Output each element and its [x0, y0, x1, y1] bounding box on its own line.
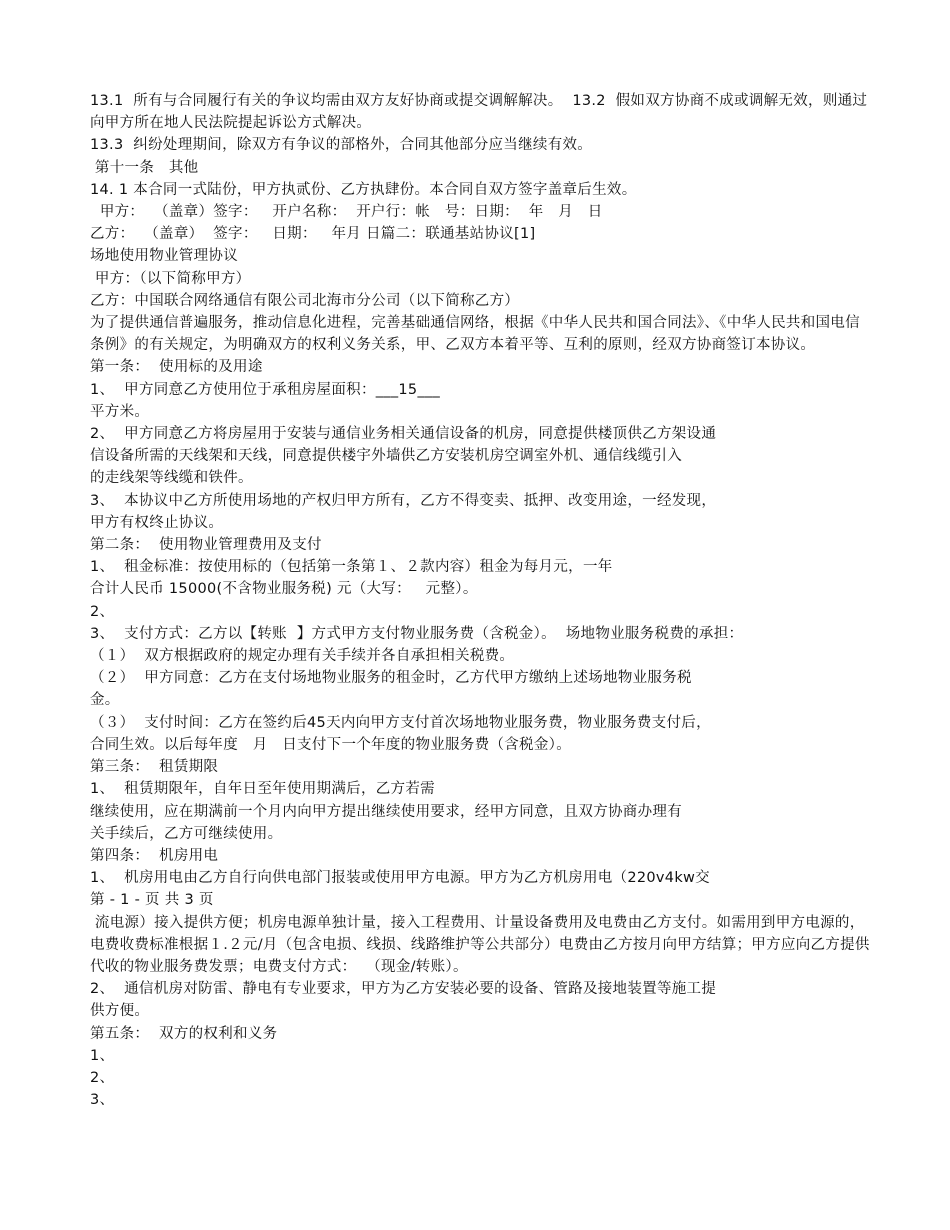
text-line: 1、 机房用电由乙方自行向供电部门报装或使用甲方电源。甲方为乙方机房用电（220v4kw交: [90, 870, 710, 887]
text-line: 13.3 纠纷处理期间，除双方有争议的部格外，合同其他部分应当继续有效。: [90, 137, 593, 154]
text-line: 信设备所需的天线架和天线，同意提供楼宇外墙供乙方安装机房空调室外机、通信线缆引入: [90, 448, 682, 465]
text-line: 的走线架等线缆和铁件。: [90, 470, 253, 487]
text-line: （１） 双方根据政府的规定办理有关手续并各自承担相关税费。: [90, 648, 515, 665]
text-line: 第四条： 机房用电: [90, 847, 219, 864]
text-line: 流电源）接入提供方便；机房电源单独计量，接入工程费用、计量设备费用及电费由乙方支付。如需用到甲方电源的，电费收费标准根据１.２元/月（包含电损、线损、线路维护等公共部分）电费由乙方按月向甲方结算；甲方应向乙方提供代收的物业服务费发票；电费支付方式： （现金/转账）。: [90, 914, 870, 975]
document-body-bottom: [90, 912, 870, 1112]
text-line: 14. 1 本合同一式陆份，甲方执贰份、乙方执肆份。本合同自双方签字盖章后生效。: [90, 181, 637, 198]
text-line: 甲方： （盖章）签字： 开户名称： 开户行：帐 号：日期： 年 月 日: [90, 204, 603, 221]
text-line: 继续使用，应在期满前一个月内向甲方提出继续使用要求，经甲方同意，且双方协商办理有: [90, 803, 682, 820]
text-line: （２） 甲方同意：乙方在支付场地物业服务的租金时，乙方代甲方缴纳上述场地物业服务税: [90, 670, 692, 687]
text-line: 第一条： 使用标的及用途: [90, 359, 263, 376]
text-line: （３） 支付时间：乙方在签约后45天内向甲方支付首次场地物业服务费，物业服务费支付后，: [90, 714, 711, 731]
text-line: 乙方： （盖章） 签字： 日期： 年月 日篇二：联通基站协议[1]: [90, 226, 536, 243]
text-line: 平方米。: [90, 403, 150, 420]
text-line: 关手续后，乙方可继续使用。: [90, 825, 283, 842]
text-line: 2、 甲方同意乙方将房屋用于安装与通信业务相关通信设备的机房，同意提供楼顶供乙方架设通: [90, 426, 717, 443]
text-line: 3、 本协议中乙方所使用场地的产权归甲方所有，乙方不得变卖、抵押、改变用途，一经发现，: [90, 492, 717, 509]
text-line: 为了提供通信普遍服务，推动信息化进程，完善基础通信网络，根据《中华人民共和国合同法》、《中华人民共和国电信条例》的有关规定，为明确双方的权利义务关系，甲、乙双方本着平等、互利的原则，经双方协商签订本协议。: [90, 315, 860, 354]
text-line: 3、: [90, 1092, 115, 1109]
text-line: 合计人民币 15000(不含物业服务税) 元（大写： 元整）。: [90, 581, 478, 598]
text-line: 2、: [90, 603, 115, 620]
text-line: 甲方：（以下简称甲方）: [90, 270, 251, 287]
page-footer: 第 - 1 - 页 共 3 页: [90, 892, 214, 909]
text-line: 第二条： 使用物业管理费用及支付: [90, 537, 322, 554]
text-line: 场地使用物业管理协议: [90, 248, 238, 265]
text-line: 第十一条 其他: [90, 159, 199, 176]
text-line: 合同生效。以后每年度 月 日支付下一个年度的物业服务费（含税金）。: [90, 736, 572, 753]
text-line: 供方便。: [90, 1003, 150, 1020]
text-line: 金。: [90, 692, 120, 709]
text-line: 13.1 所有与合同履行有关的争议均需由双方友好协商或提交调解解决。 13.2 假如双方协商不成或调解无效，则通过向甲方所在地人民法院提起诉讼方式解决。: [90, 93, 868, 132]
text-line: 3、 支付方式：乙方以【转账 】方式甲方支付物业服务费（含税金）。 场地物业服务税费的承担：: [90, 625, 744, 642]
text-line: 1、 甲方同意乙方使用位于承租房屋面积：___15___: [90, 381, 441, 398]
text-line: 2、 通信机房对防雷、静电有专业要求，甲方为乙方安装必要的设备、管路及接地装置等施工提: [90, 981, 717, 998]
text-line: 2、: [90, 1069, 115, 1086]
text-line: 第三条： 租赁期限: [90, 759, 219, 776]
text-line: 1、 租金标准：按使用标的（包括第一条第１、２款内容）租金为每月元，一年: [90, 559, 613, 576]
text-line: 1、 租赁期限年，自年日至年使用期满后，乙方若需: [90, 781, 435, 798]
text-line: 甲方有权终止协议。: [90, 514, 224, 531]
text-line: 1、: [90, 1047, 115, 1064]
document-body-top: [90, 90, 870, 889]
document-page: [90, 90, 870, 1111]
text-line: 第五条： 双方的权利和义务: [90, 1025, 278, 1042]
text-line: 乙方：中国联合网络通信有限公司北海市分公司（以下简称乙方）: [90, 292, 520, 309]
